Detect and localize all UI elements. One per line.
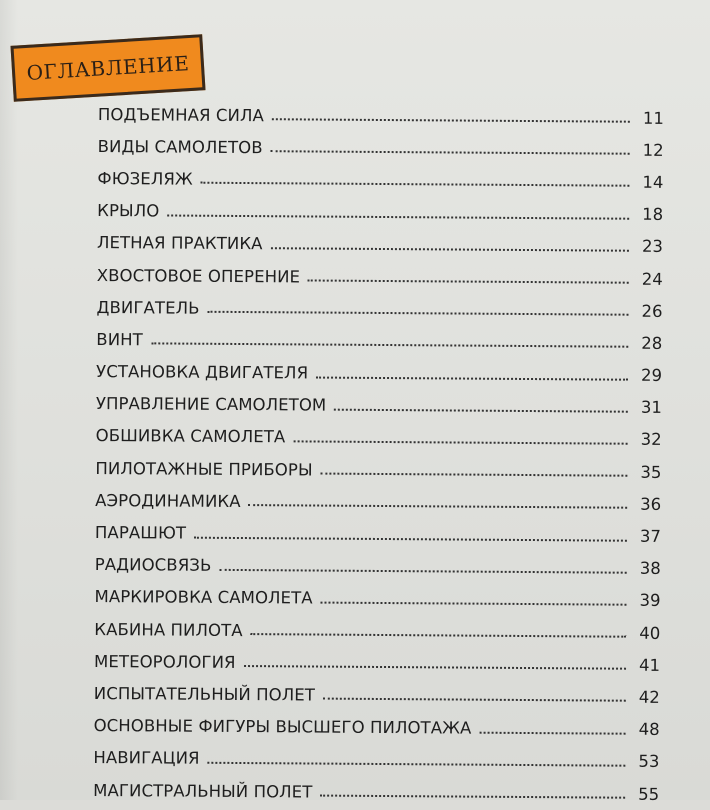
toc-entry [97,227,663,263]
dot-leader [251,633,627,638]
toc-entry [94,645,660,681]
dot-leader [167,214,629,219]
dot-leader [320,795,625,799]
toc-entry-page: 36 [640,494,662,514]
dot-leader [201,182,630,187]
toc-entry-title: ОСНОВНЫЕ ФИГУРЫ ВЫСШЕГО ПИЛОТАЖА [93,716,472,738]
dot-leader [479,731,625,734]
toc-entry [96,355,662,391]
toc-entry-page: 26 [641,301,663,321]
toc-entry-page: 28 [641,333,663,353]
toc-entry-page: 29 [641,365,663,386]
toc-entry-title: ФЮЗЕЛЯЖ [97,168,193,189]
dot-leader [208,762,626,767]
toc-entry-title: ИСПЫТАТЕЛЬНЫЙ ПОЛЕТ [93,683,316,705]
table-of-contents [93,98,664,810]
toc-entry [95,516,661,552]
toc-entry [95,549,661,585]
dot-leader [249,504,628,509]
dot-leader [293,440,627,444]
dot-leader [308,280,629,284]
toc-entry-page: 24 [641,269,663,289]
toc-entry [94,581,660,617]
toc-entry-title: РАДИОСВЯЗЬ [94,555,212,576]
toc-entry-page: 37 [639,526,662,546]
toc-entry-page: 14 [642,172,664,192]
toc-entry-page: 18 [642,204,664,225]
dot-leader [321,473,628,477]
toc-entry-page: 35 [640,462,662,482]
toc-entry [94,677,660,713]
dot-leader [271,247,629,252]
toc-entry [97,162,663,198]
toc-entry-page: 53 [638,752,660,772]
dot-leader [219,569,626,574]
dot-leader [244,665,626,670]
toc-entry-page: 32 [640,430,662,450]
toc-entry-page: 11 [642,108,664,128]
toc-entry-title: ВИДЫ САМОЛЕТОВ [97,136,263,157]
toc-entry [97,259,663,295]
toc-entry-title: ЛЕТНАЯ ПРАКТИКА [96,233,263,254]
toc-entry-title: МЕТЕОРОЛОГИЯ [94,651,236,672]
toc-entry [96,323,662,359]
dot-leader [272,118,630,122]
toc-entry-title: ПАРАШЮТ [94,523,187,543]
toc-entry-title: ХВОСТОВОЕ ОПЕРЕНИЕ [96,265,301,286]
toc-entry [94,613,660,649]
toc-entry-title: ПОДЪЕМНАЯ СИЛА [97,104,264,125]
toc-heading-tab [10,34,205,102]
toc-entry-title: ДВИГАТЕЛЬ [96,297,200,318]
toc-entry [93,774,659,810]
toc-entry-title: УСТАНОВКА ДВИГАТЕЛЯ [96,362,309,383]
toc-entry-page: 23 [641,237,664,257]
toc-entry-title: КАБИНА ПИЛОТА [94,619,243,640]
toc-entry-page: 39 [639,591,661,611]
dot-leader [208,311,629,316]
dot-leader [321,601,627,605]
dot-leader [194,536,627,541]
toc-entry [95,484,661,520]
toc-entry-page: 42 [638,687,660,707]
dot-leader [316,376,628,380]
toc-entry [96,420,662,456]
page-shadow [0,0,18,800]
toc-entry [96,388,662,424]
dot-leader [334,408,628,412]
toc-entry-page: 12 [642,140,664,160]
toc-entry-page: 40 [639,623,661,643]
toc-entry-title: ВИНТ [96,329,143,350]
toc-entry-title: НАВИГАЦИЯ [93,748,200,769]
dot-leader [151,343,628,348]
toc-entry [96,291,662,327]
toc-entry [97,195,663,231]
dot-leader [323,698,626,702]
toc-entry-page: 31 [640,398,662,418]
toc-entry [98,98,664,134]
toc-entry-page: 48 [638,719,660,740]
toc-entry-title: МАГИСТРАЛЬНЫЙ ПОЛЕТ [93,780,313,802]
toc-entry-title: ОБШИВКА САМОЛЕТА [95,426,286,447]
toc-entry-title: УПРАВЛЕНИЕ САМОЛЕТОМ [95,394,327,415]
toc-entry-page: 41 [638,655,661,675]
toc-entry [95,452,661,488]
toc-entry-title: ПИЛОТАЖНЫЕ ПРИБОРЫ [95,458,313,480]
toc-entry [94,710,660,746]
toc-entry [98,130,664,166]
toc-entry-title: КРЫЛО [97,201,160,221]
toc-entry-title: АЭРОДИНАМИКА [95,490,241,511]
toc-entry-page: 38 [639,559,661,579]
dot-leader [271,150,630,155]
toc-entry-title: МАРКИРОВКА САМОЛЕТА [94,587,313,608]
toc-heading: ОГЛАВЛЕНИЕ [25,51,191,85]
toc-entry [93,742,659,778]
toc-entry-page: 55 [638,784,660,804]
